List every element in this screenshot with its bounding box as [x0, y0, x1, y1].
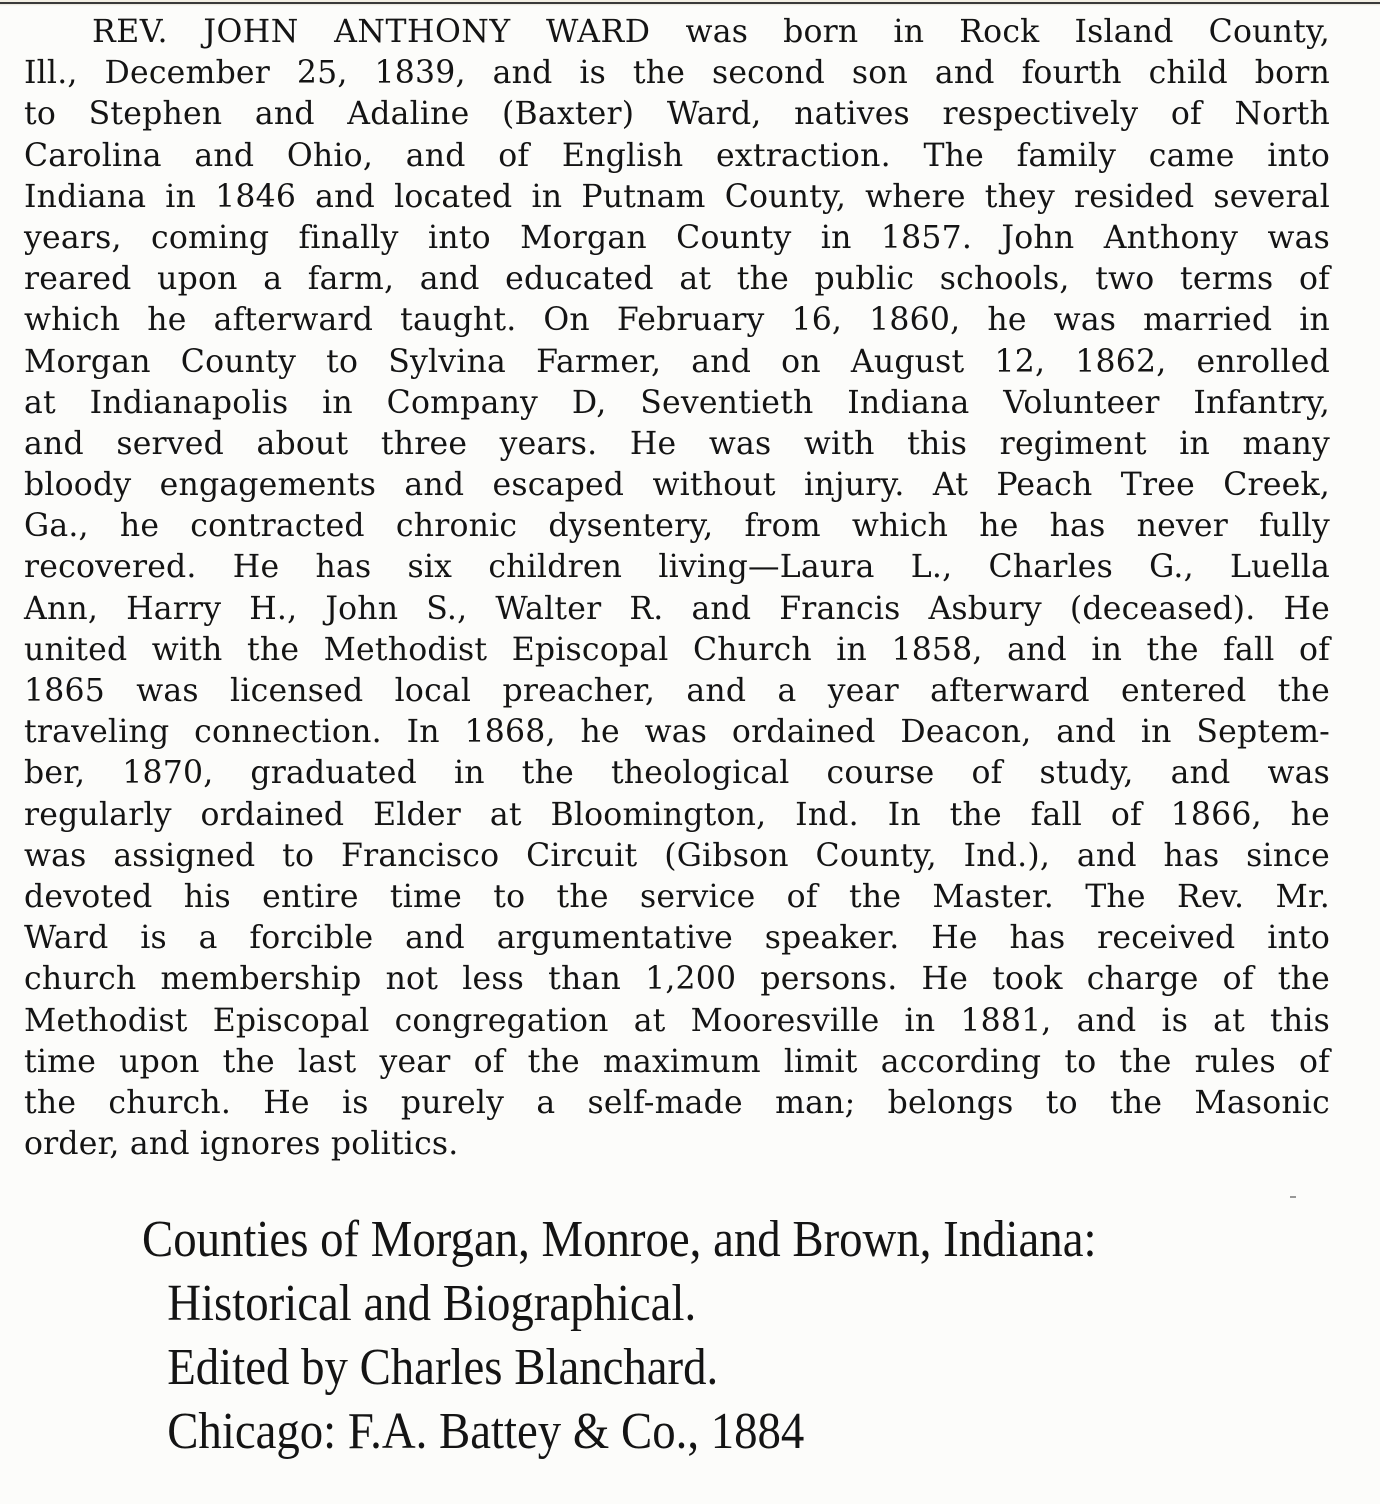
- biography-line: order, and ignores politics.: [24, 1126, 459, 1163]
- biography-line: REV. JOHN ANTHONY WARD was born in Rock Island County,: [92, 14, 1330, 50]
- biography-line: to Stephen and Adaline (Baxter) Ward, natives respectively of North: [24, 96, 1330, 133]
- biography-line: recovered. He has six children living—Laura L., Charles G., Luella: [24, 549, 1330, 586]
- biography-line: united with the Methodist Episcopal Church in 1858, and in the fall of: [24, 631, 1330, 668]
- biography-article: [24, 12, 1330, 1165]
- scan-speck: [1290, 1196, 1296, 1198]
- biography-line: devoted his entire time to the service of the Master. The Rev. Mr.: [24, 878, 1330, 915]
- source-citation: [142, 1208, 1096, 1464]
- citation-publisher: Chicago: F.A. Battey & Co., 1884: [167, 1403, 805, 1460]
- biography-line: bloody engagements and escaped without injury. At Peach Tree Creek,: [24, 467, 1330, 504]
- biography-line: church membership not less than 1,200 persons. He took charge of the: [24, 961, 1330, 998]
- biography-subject-name: REV. JOHN ANTHONY WARD: [92, 14, 651, 50]
- citation-title: Counties of Morgan, Monroe, and Brown, Indiana:: [142, 1211, 1097, 1268]
- biography-line: years, coming finally into Morgan County in 1857. John Anthony was: [24, 219, 1330, 256]
- biography-line: Ann, Harry H., John S., Walter R. and Francis Asbury (deceased). He: [24, 590, 1330, 627]
- biography-line: which he afterward taught. On February 16, 1860, he was married in: [24, 302, 1330, 339]
- scan-top-border: [0, 0, 1380, 6]
- biography-line: Ill., December 25, 1839, and is the second son and fourth child born: [24, 55, 1330, 92]
- biography-line: regularly ordained Elder at Bloomington, Ind. In the fall of 1866, he: [24, 796, 1330, 833]
- biography-line: was assigned to Francisco Circuit (Gibson County, Ind.), and has since: [24, 837, 1330, 874]
- biography-line: Ward is a forcible and argumentative speaker. He has received into: [24, 920, 1330, 957]
- biography-line: 1865 was licensed local preacher, and a year afterward entered the: [24, 673, 1330, 709]
- biography-line: time upon the last year of the maximum limit according to the rules of: [24, 1043, 1330, 1080]
- biography-line: reared upon a farm, and educated at the public schools, two terms of: [24, 261, 1330, 298]
- biography-line: and served about three years. He was with this regiment in many: [24, 425, 1330, 462]
- biography-line: Carolina and Ohio, and of English extraction. The family came into: [24, 137, 1330, 174]
- biography-line: Indiana in 1846 and located in Putnam County, where they resided several: [24, 178, 1330, 215]
- citation-subtitle: Historical and Biographical.: [167, 1275, 697, 1332]
- biography-line: Ga., he contracted chronic dysentery, from which he has never fully: [24, 508, 1330, 545]
- citation-editor: Edited by Charles Blanchard.: [167, 1339, 719, 1396]
- biography-line: Methodist Episcopal congregation at Mooresville in 1881, and is at this: [24, 1002, 1330, 1039]
- biography-line: traveling connection. In 1868, he was ordained Deacon, and in Septem-: [24, 714, 1330, 751]
- biography-line: ber, 1870, graduated in the theological course of study, and was: [24, 755, 1330, 792]
- biography-line: Morgan County to Sylvina Farmer, and on August 12, 1862, enrolled: [24, 343, 1330, 380]
- biography-line: the church. He is purely a self-made man; belongs to the Masonic: [24, 1084, 1330, 1121]
- biography-line: at Indianapolis in Company D, Seventieth Indiana Volunteer Infantry,: [24, 384, 1330, 421]
